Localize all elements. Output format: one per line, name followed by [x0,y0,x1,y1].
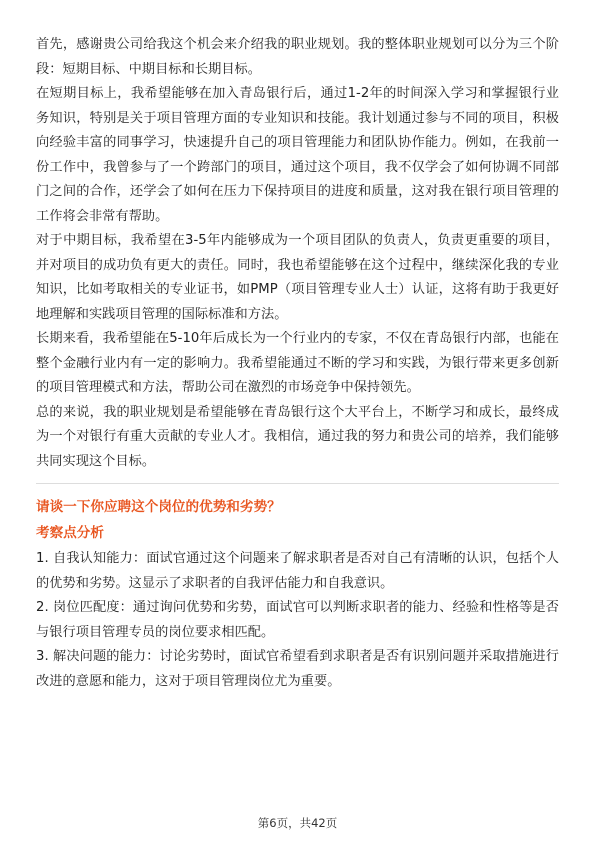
interview-question: 请谈一下你应聘这个岗位的优势和劣势？ [36,499,281,515]
page-content [36,33,559,694]
analysis-title: 考察点分析 [36,525,104,541]
answer-paragraph-4: 长期来看，我希望能在5-10年后成长为一个行业内的专家，不仅在青岛银行内部，也能在整个金融行业内有一定的影响力。我希望能通过不断的学习和实践，为银行带来更多创新的项目管理模式和方法，帮助公司在激烈的市场竞争中保持领先。 [36,331,559,395]
page-footer: 第6页，共42页 [257,816,338,830]
analysis-item-2: 2. 岗位匹配度：通过询问优势和劣势，面试官可以判断求职者的能力、经验和性格等是否与银行项目管理专员的岗位要求相匹配。 [36,600,559,640]
analysis-item-3: 3. 解决问题的能力：讨论劣势时，面试官希望看到求职者是否有识别问题并采取措施进行改进的意愿和能力，这对于项目管理岗位尤为重要。 [36,649,559,689]
analysis-item-1: 1. 自我认知能力：面试官通过这个问题来了解求职者是否对自己有清晰的认识，包括个人的优势和劣势。这显示了求职者的自我评估能力和自我意识。 [36,551,559,591]
answer-paragraph-2: 在短期目标上，我希望能够在加入青岛银行后，通过1-2年的时间深入学习和掌握银行业务知识，特别是关于项目管理方面的专业知识和技能。我计划通过参与不同的项目，积极向经验丰富的同事学习，快速提升自己的项目管理能力和团队协作能力。例如，在我前一份工作中，我曾参与了一个跨部门的项目，通过这个项目，我不仅学会了如何协调不同部门之间的合作，还学会了如何在压力下保持项目的进度和质量，这对我在银行项目管理的工作将会非常有帮助。 [36,86,559,224]
section-divider [36,483,559,484]
answer-paragraph-5: 总的来说，我的职业规划是希望能够在青岛银行这个大平台上，不断学习和成长，最终成为一个对银行有重大贡献的专业人才。我相信，通过我的努力和贵公司的培养，我们能够共同实现这个目标。 [36,404,559,469]
answer-paragraph-1: 首先，感谢贵公司给我这个机会来介绍我的职业规划。我的整体职业规划可以分为三个阶段：短期目标、中期目标和长期目标。 [36,37,559,77]
answer-paragraph-3: 对于中期目标，我希望在3-5年内能够成为一个项目团队的负责人，负责更重要的项目，并对项目的成功负有更大的责任。同时，我也希望能够在这个过程中，继续深化我的专业知识，比如考取相关的专业证书，如PMP（项目管理专业人士）认证，这将有助于我更好地理解和实践项目管理的国际标准和方法。 [36,233,559,322]
